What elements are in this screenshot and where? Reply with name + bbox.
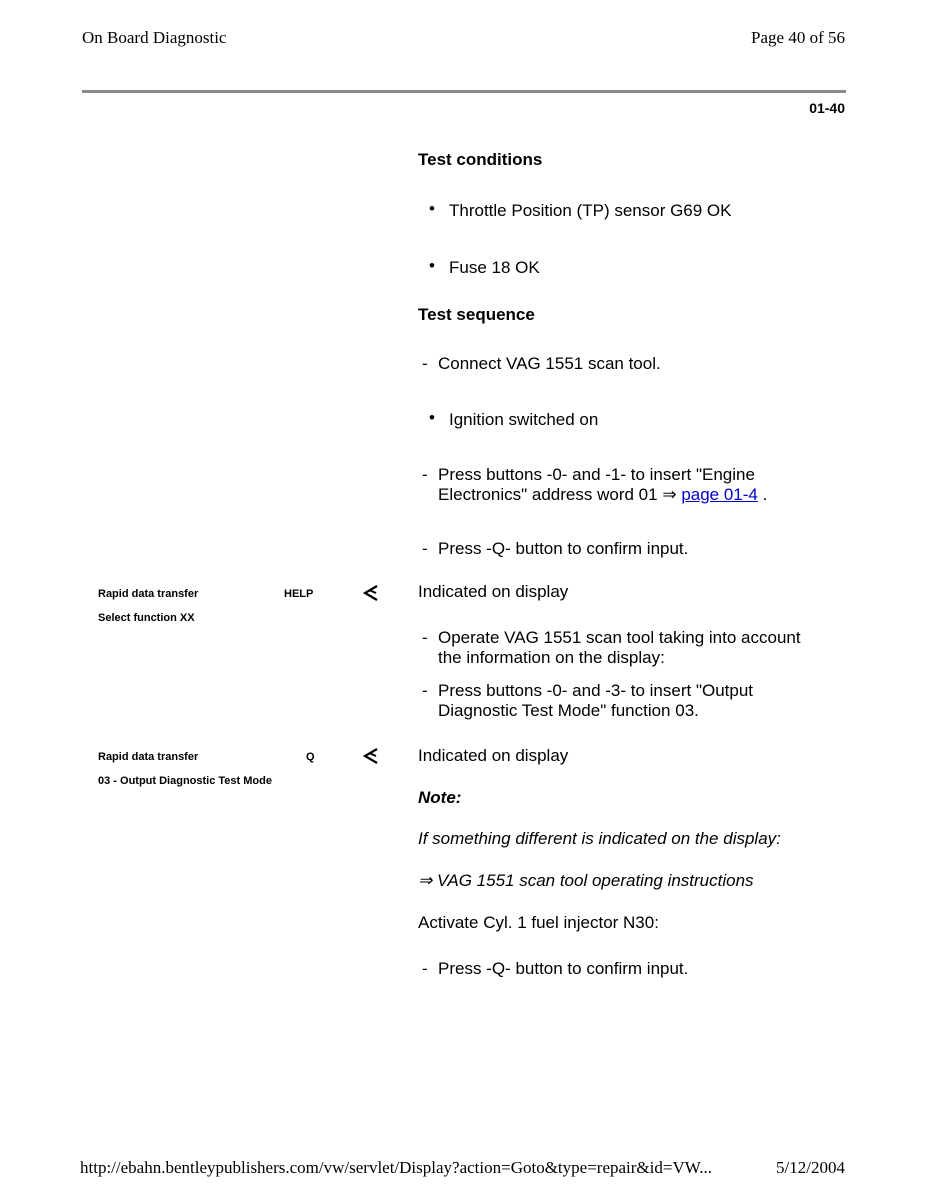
step-operate-line2: the information on the display: xyxy=(438,648,665,667)
reference-arrow-icon: ⇒ xyxy=(662,485,677,504)
step-press-01-text: Electronics" address word 01 xyxy=(438,485,658,504)
display-1-line1: Rapid data transfer xyxy=(98,588,199,600)
page-number: Page 40 of 56 xyxy=(751,28,845,47)
bullet-icon: • xyxy=(429,408,435,427)
indicated-on-display-1: Indicated on display xyxy=(418,582,569,601)
footer-url: http://ebahn.bentleypublishers.com/vw/servlet/Display?action=Goto&type=repair&id=VW... xyxy=(80,1158,712,1177)
dash-marker: - xyxy=(422,959,428,978)
note-label: Note: xyxy=(418,788,462,807)
condition-tp-sensor: Throttle Position (TP) sensor G69 OK xyxy=(449,201,732,220)
link-suffix: . xyxy=(762,485,768,504)
step-press-03-line1: Press buttons -0- and -3- to insert "Output xyxy=(438,681,754,700)
dash-marker: - xyxy=(422,681,428,700)
pointer-arrow-icon xyxy=(362,747,380,765)
display-2-line1: Rapid data transfer xyxy=(98,751,199,763)
test-conditions-heading: Test conditions xyxy=(418,150,543,169)
activate-injector: Activate Cyl. 1 fuel injector N30: xyxy=(418,913,659,932)
header-divider xyxy=(82,90,846,93)
document-title: On Board Diagnostic xyxy=(82,28,227,47)
pointer-arrow-icon xyxy=(362,584,380,602)
condition-fuse: Fuse 18 OK xyxy=(449,258,540,277)
bullet-icon: • xyxy=(429,199,435,218)
dash-marker: - xyxy=(422,465,428,484)
test-sequence-heading: Test sequence xyxy=(418,305,535,324)
step-connect-scan-tool: Connect VAG 1551 scan tool. xyxy=(438,354,661,373)
display-1-right: HELP xyxy=(284,588,314,600)
dash-marker: - xyxy=(422,354,428,373)
bullet-icon: • xyxy=(429,256,435,275)
step-confirm-input-2: Press -Q- button to confirm input. xyxy=(438,959,689,978)
step-operate-line1: Operate VAG 1551 scan tool taking into account xyxy=(438,628,801,647)
step-press-03-line2: Diagnostic Test Mode" function 03. xyxy=(438,701,699,720)
dash-marker: - xyxy=(422,628,428,647)
display-1-line2: Select function XX xyxy=(98,612,195,624)
step-press-01-line2 xyxy=(438,485,767,505)
footer-date: 5/12/2004 xyxy=(776,1158,845,1177)
note-reference: ⇒ VAG 1551 scan tool operating instructions xyxy=(418,871,754,890)
dash-marker: - xyxy=(422,539,428,558)
section-code: 01-40 xyxy=(809,100,845,116)
step-press-01-line1: Press buttons -0- and -1- to insert "Engine xyxy=(438,465,755,484)
page-01-4-link[interactable]: page 01-4 xyxy=(681,485,758,504)
display-2-right: Q xyxy=(306,751,315,763)
display-2-line2: 03 - Output Diagnostic Test Mode xyxy=(98,775,272,787)
note-text: If something different is indicated on the display: xyxy=(418,829,781,848)
indicated-on-display-2: Indicated on display xyxy=(418,746,569,765)
step-confirm-input-1: Press -Q- button to confirm input. xyxy=(438,539,689,558)
ignition-on: Ignition switched on xyxy=(449,410,599,429)
